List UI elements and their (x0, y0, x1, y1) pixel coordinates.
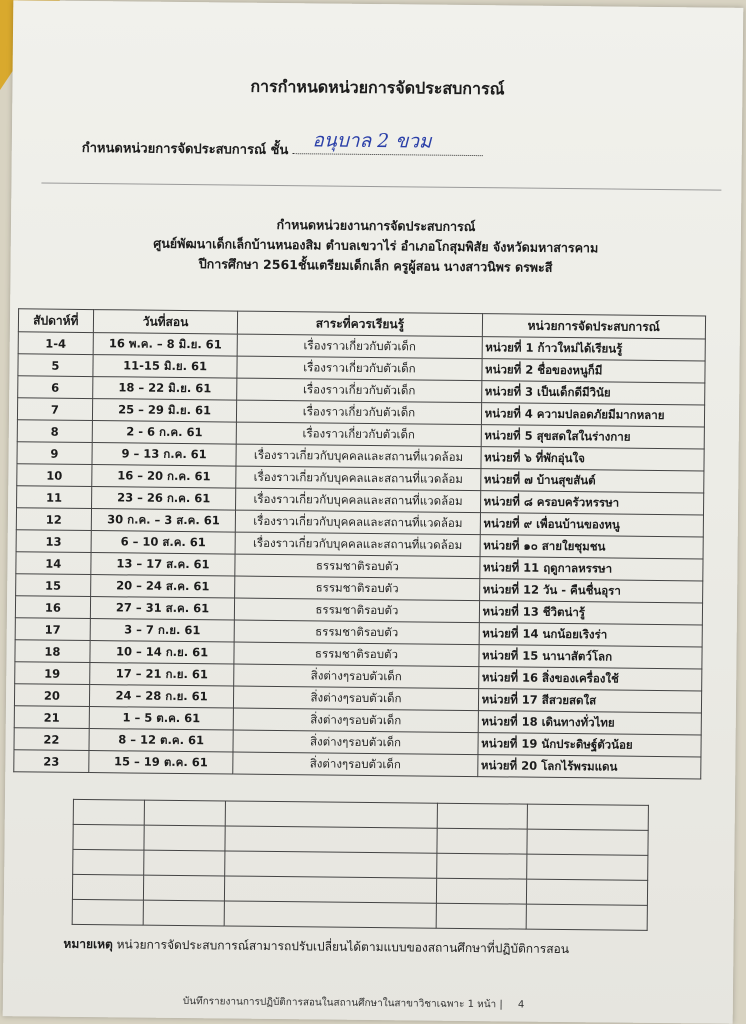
blank-cell (73, 849, 144, 875)
document-page (3, 0, 744, 1024)
unit-cell: หน่วยที่ 12 วัน - คืนชื่นอุรา (479, 579, 703, 603)
week-cell: 23 (14, 750, 89, 773)
date-cell: 9 – 13 ก.ค. 61 (92, 443, 237, 467)
topic-cell: ธรรมชาติรอบตัว (235, 554, 479, 579)
unit-cell: หน่วยที่ ๘ ครอบครัวหรรษา (480, 491, 704, 515)
subtitle-3: ปีการศึกษา 2561ชั้นเตรียมเด็กเล็ก ครูผู้สอน นางสาวนิพร ดรพะสี (198, 256, 553, 275)
date-cell: 25 – 29 มิ.ย. 61 (92, 399, 237, 423)
unit-cell: หน่วยที่ ๙ เพื่อนบ้านของหนู (480, 513, 704, 537)
unit-cell: หน่วยที่ 3 เป็นเด็กดีมีวินัย (481, 381, 705, 405)
subtitle-2: ศูนย์พัฒนาเด็กเล็กบ้านหนองสิม ตำบลเขวาไร่ อำเภอโกสุมพิสัย จังหวัดมหาสารคาม (153, 235, 599, 256)
header-unit: หน่วยการจัดประสบการณ์ (482, 314, 706, 339)
week-cell: 15 (16, 574, 91, 597)
week-cell: 10 (17, 464, 92, 487)
topic-cell: ธรรมชาติรอบตัว (235, 598, 479, 623)
unit-cell: หน่วยที่ 14 นกน้อยเริงร่า (479, 623, 703, 647)
topic-cell: เรื่องราวเกี่ยวกับตัวเด็ก (237, 378, 481, 403)
topic-cell: เรื่องราวเกี่ยวกับบุคคลและสถานที่แวดล้อม (236, 510, 480, 535)
unit-cell: หน่วยที่ 11 ฤดูกาลหรรษา (479, 557, 703, 581)
header-topic: สาระที่ควรเรียนรู้ (238, 311, 482, 337)
date-cell: 17 – 21 ก.ย. 61 (89, 663, 234, 687)
blank-cell (527, 879, 648, 905)
unit-label: กำหนดหน่วยการจัดประสบการณ์ ชั้น (81, 140, 289, 159)
blank-rows-table (72, 799, 649, 931)
date-cell: 16 – 20 ก.ค. 61 (92, 465, 237, 489)
unit-cell: หน่วยที่ 5 สุขสดใสในร่างกาย (481, 425, 705, 449)
unit-dotted-field (292, 129, 482, 156)
blank-cell (72, 874, 143, 900)
topic-cell: เรื่องราวเกี่ยวกับตัวเด็ก (237, 356, 481, 381)
week-cell: 14 (16, 552, 91, 575)
blank-cell (224, 901, 436, 928)
date-cell: 20 – 24 ส.ค. 61 (90, 575, 235, 599)
blank-cell (144, 850, 225, 876)
date-cell: 13 – 17 ส.ค. 61 (91, 553, 236, 577)
section-divider (41, 183, 721, 191)
blank-cell (436, 878, 527, 904)
date-cell: 27 – 31 ส.ค. 61 (90, 597, 235, 621)
unit-cell: หน่วยที่ 18 เดินทางทั่วไทย (478, 711, 702, 735)
header-week: สัปดาห์ที่ (18, 309, 93, 333)
week-cell: 20 (14, 684, 89, 707)
subtitle-1: กำหนดหน่วยงานการจัดประสบการณ์ (276, 216, 476, 235)
week-cell: 7 (17, 398, 92, 421)
topic-cell: เรื่องราวเกี่ยวกับบุคคลและสถานที่แวดล้อม (236, 444, 480, 469)
unit-cell: หน่วยที่ 4 ความปลอดภัยมีมากหลาย (481, 403, 705, 427)
topic-cell: เรื่องราวเกี่ยวกับตัวเด็ก (237, 400, 481, 425)
note-text: หน่วยการจัดประสบการณ์สามารถปรับเปลี่ยนได้ตามแบบของสถานศึกษาที่ปฏิบัติการสอน (116, 937, 570, 957)
unit-cell: หน่วยที่ ๗ บ้านสุขสันต์ (480, 469, 704, 493)
topic-cell: สิ่งต่างๆรอบตัวเด็ก (233, 730, 477, 755)
date-cell: 8 – 12 ต.ค. 61 (89, 729, 234, 753)
blank-cell (437, 803, 528, 829)
blank-cell (72, 899, 143, 925)
week-cell: 1-4 (18, 332, 93, 355)
date-cell: 3 – 7 ก.ย. 61 (90, 619, 235, 643)
unit-cell: หน่วยที่ ๖ ที่พักอุ่นใจ (481, 447, 705, 471)
unit-cell: หน่วยที่ 2 ชื่อของหนูก็มี (481, 359, 705, 383)
week-cell: 22 (14, 728, 89, 751)
blank-cell (437, 828, 528, 854)
schedule-table (13, 308, 706, 779)
schedule-body (14, 332, 706, 779)
blank-cell (73, 799, 144, 825)
unit-cell: หน่วยที่ 1 ก้าวใหม่ได้เรียนรู้ (482, 337, 706, 361)
header-date: วันที่สอน (93, 310, 238, 335)
note (63, 935, 569, 959)
blank-cell (225, 801, 437, 828)
handwritten-unit-value: อนุบาล 2 ขวม (312, 129, 432, 153)
date-cell: 6 – 10 ส.ค. 61 (91, 531, 236, 555)
week-cell: 18 (15, 640, 90, 663)
topic-cell: ธรรมชาติรอบตัว (235, 576, 479, 601)
blank-cell (527, 854, 648, 880)
week-cell: 17 (15, 618, 90, 641)
date-cell: 10 – 14 ก.ย. 61 (90, 641, 235, 665)
unit-cell: หน่วยที่ ๑๐ สายใยชุมชน (480, 535, 704, 559)
date-cell: 2 - 6 ก.ค. 61 (92, 421, 237, 445)
unit-line (81, 129, 483, 162)
week-cell: 21 (14, 706, 89, 729)
topic-cell: เรื่องราวเกี่ยวกับบุคคลและสถานที่แวดล้อม (236, 488, 480, 513)
blank-cell (436, 903, 527, 929)
week-cell: 5 (18, 354, 93, 377)
unit-cell: หน่วยที่ 13 ชีวิตน่ารู้ (479, 601, 703, 625)
topic-cell: เรื่องราวเกี่ยวกับบุคคลและสถานที่แวดล้อม (235, 532, 479, 557)
week-cell: 16 (15, 596, 90, 619)
blank-cell (224, 851, 436, 878)
week-cell: 9 (17, 442, 92, 465)
topic-cell: ธรรมชาติรอบตัว (234, 620, 478, 645)
week-cell: 6 (18, 376, 93, 399)
topic-cell: เรื่องราวเกี่ยวกับตัวเด็ก (237, 334, 481, 359)
blank-cell (436, 853, 527, 879)
unit-cell: หน่วยที่ 16 สิ่งของเครื่องใช้ (478, 667, 702, 691)
date-cell: 30 ก.ค. – 3 ส.ค. 61 (91, 509, 236, 533)
date-cell: 1 – 5 ต.ค. 61 (89, 707, 234, 731)
blank-cell (143, 900, 224, 926)
week-cell: 13 (16, 530, 91, 553)
blank-row (72, 899, 647, 930)
blank-cell (143, 875, 224, 901)
topic-cell: สิ่งต่างๆรอบตัวเด็ก (234, 664, 478, 689)
week-cell: 12 (16, 508, 91, 531)
footer-text: บันทึกรายงานการปฏิบัติการสอนในสถานศึกษาในสาขาวิชาเฉพาะ 1 หน้า | (182, 996, 503, 1011)
date-cell: 16 พ.ค. – 8 มิ.ย. 61 (93, 333, 238, 357)
topic-cell: ธรรมชาติรอบตัว (234, 642, 478, 667)
topic-cell: สิ่งต่างๆรอบตัวเด็ก (234, 686, 478, 711)
blank-cell (144, 800, 225, 826)
date-cell: 24 – 28 ก.ย. 61 (89, 685, 234, 709)
date-cell: 23 – 26 ก.ค. 61 (91, 487, 236, 511)
note-label: หมายเหตุ (63, 936, 113, 952)
unit-cell: หน่วยที่ 20 โลกไร้พรมแดน (477, 755, 701, 779)
blank-cell (73, 824, 144, 850)
unit-cell: หน่วยที่ 17 สีสวยสดใส (478, 689, 702, 713)
date-cell: 11-15 มิ.ย. 61 (93, 355, 238, 379)
topic-cell: เรื่องราวเกี่ยวกับตัวเด็ก (237, 422, 481, 447)
date-cell: 18 – 22 มิ.ย. 61 (92, 377, 237, 401)
topic-cell: สิ่งต่างๆรอบตัวเด็ก (233, 752, 477, 777)
blank-cell (528, 804, 649, 830)
week-cell: 11 (17, 486, 92, 509)
blank-cell (225, 826, 437, 853)
blank-cell (224, 876, 436, 903)
blank-cell (526, 904, 647, 930)
unit-cell: หน่วยที่ 15 นานาสัตว์โลก (478, 645, 702, 669)
week-cell: 19 (15, 662, 90, 685)
topic-cell: สิ่งต่างๆรอบตัวเด็ก (234, 708, 478, 733)
blank-cell (527, 829, 648, 855)
date-cell: 15 – 19 ต.ค. 61 (89, 751, 234, 775)
topic-cell: เรื่องราวเกี่ยวกับบุคคลและสถานที่แวดล้อม (236, 466, 480, 491)
week-cell: 8 (17, 420, 92, 443)
page-footer (183, 994, 525, 1013)
document-title: การกำหนดหน่วยการจัดประสบการณ์ (250, 76, 505, 99)
blank-cell (144, 825, 225, 851)
unit-cell: หน่วยที่ 19 นักประดิษฐ์ตัวน้อย (478, 733, 702, 757)
page-number: 4 (517, 999, 525, 1011)
